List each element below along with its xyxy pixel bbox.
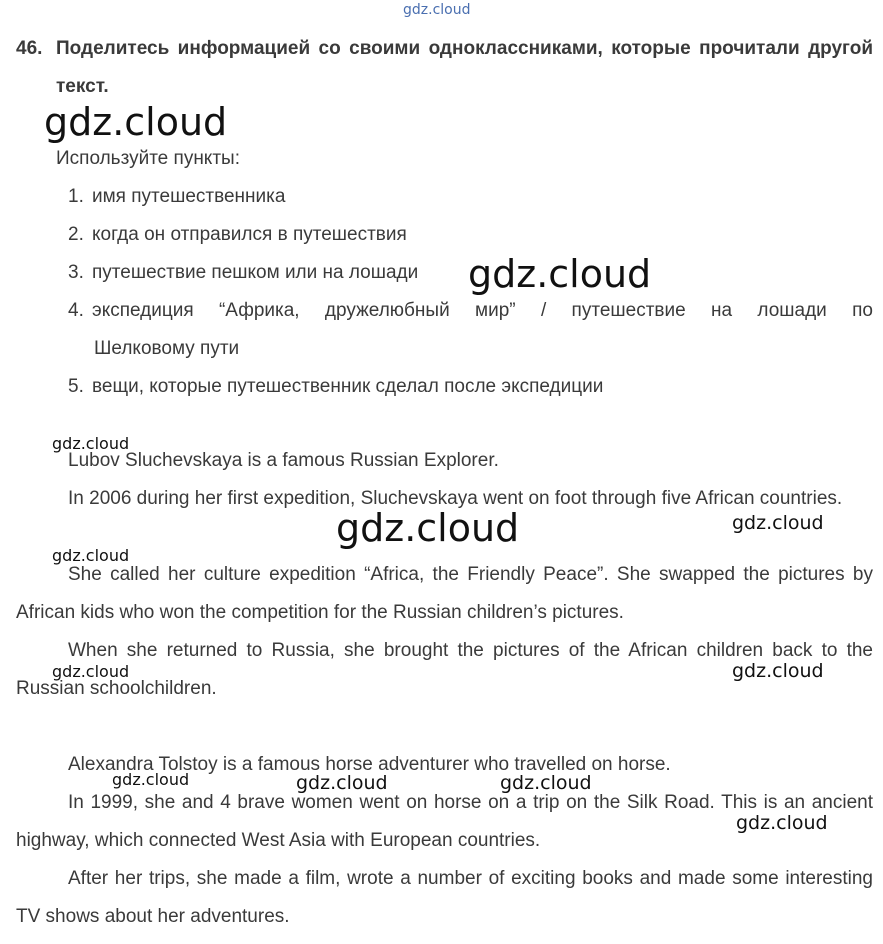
- paragraph: In 1999, she and 4 brave women went on horse on a trip on the Silk Road. This is an ancient highway, which connected West Asia with European countries.: [16, 792, 873, 851]
- watermark: gdz.cloud: [336, 506, 520, 550]
- paragraph: She called her culture expedition “Africa, the Friendly Peace”. She swapped the pictures by African kids who won the competition for the Russian children’s pictures.: [16, 564, 873, 623]
- list-item: 5. вещи, которые путешественник сделал после экспедиции: [68, 376, 604, 397]
- list-item: 3. путешествие пешком или на лошади: [68, 262, 419, 283]
- paragraph: After her trips, she made a film, wrote a number of exciting books and made some interesting TV shows about her adventures.: [16, 868, 873, 927]
- list-item: 4. экспедиция “Африка, дружелюбный мир” / путешествие на лошади по: [68, 300, 873, 321]
- instruction: Используйте пункты:: [56, 148, 240, 169]
- watermark: gdz.cloud: [732, 512, 824, 534]
- paragraph: When she returned to Russia, she brought the pictures of the African children back to the Russian schoolchildren.: [16, 640, 873, 699]
- watermark: gdz.cloud: [500, 772, 592, 794]
- watermark: gdz.cloud: [736, 812, 828, 834]
- task-heading: [16, 30, 873, 106]
- watermark: gdz.cloud: [52, 434, 130, 453]
- watermark: gdz.cloud: [732, 660, 824, 682]
- watermark: gdz.cloud: [112, 770, 190, 789]
- paragraph: Lubov Sluchevskaya is a famous Russian Explorer.: [68, 450, 499, 471]
- list-item-continuation: Шелковому пути: [94, 338, 240, 359]
- watermark: gdz.cloud: [44, 100, 228, 144]
- task-number: 46.: [16, 38, 43, 59]
- watermark: gdz.cloud: [403, 2, 471, 18]
- list-item: 2. когда он отправился в путешествия: [68, 224, 407, 245]
- paragraph: Alexandra Tolstoy is a famous horse adventurer who travelled on horse.: [68, 754, 671, 775]
- watermark: gdz.cloud: [296, 772, 388, 794]
- watermark: gdz.cloud: [52, 662, 130, 681]
- list-item: 1. имя путешественника: [68, 186, 286, 207]
- task-text: Поделитесь информацией со своими одноклассниками, которые прочитали другой текст.: [56, 38, 873, 97]
- watermark: gdz.cloud: [52, 546, 130, 565]
- watermark: gdz.cloud: [468, 252, 652, 296]
- paragraph: In 2006 during her first expedition, Sluchevskaya went on foot through five African countries.: [68, 488, 843, 509]
